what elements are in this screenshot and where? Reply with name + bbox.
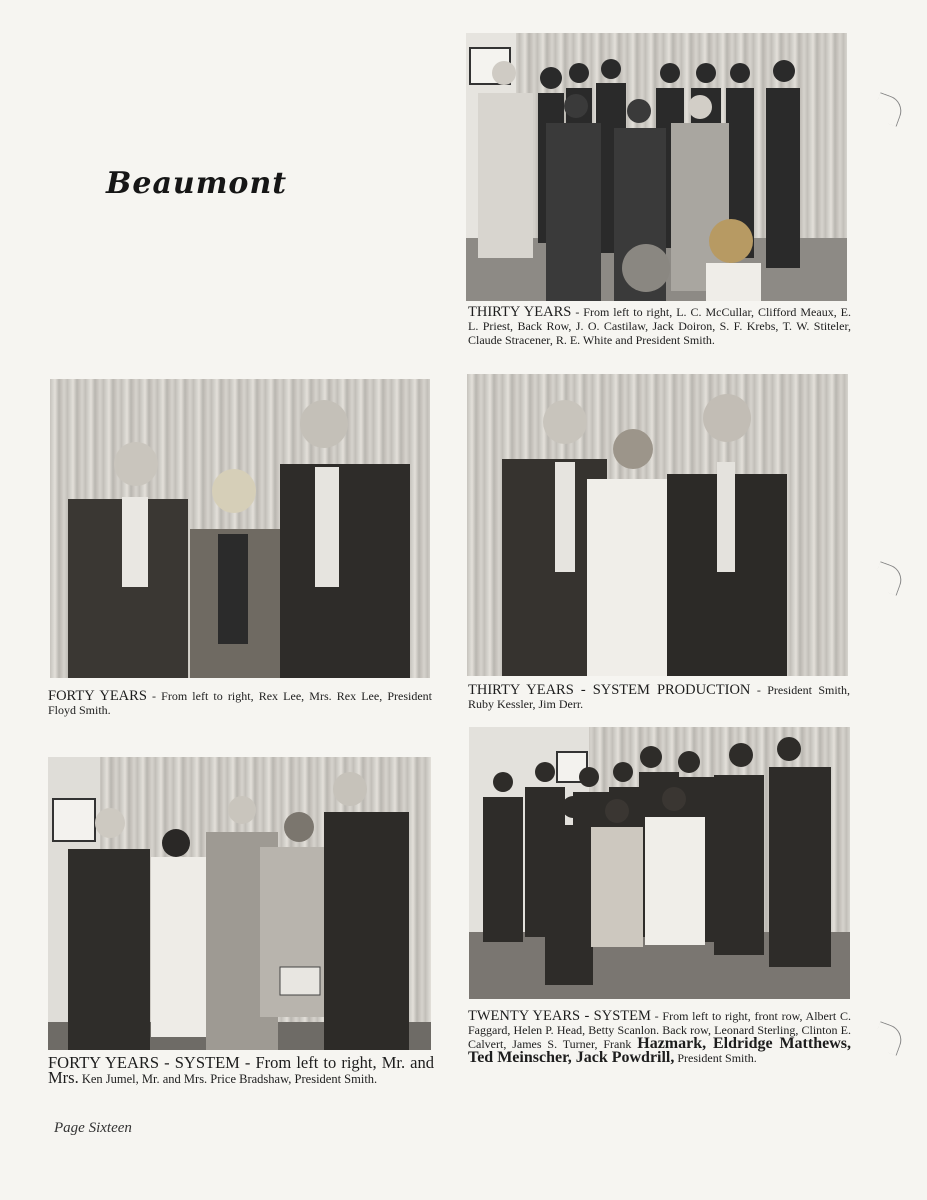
photo-thirty-years xyxy=(466,33,847,301)
caption-lead: THIRTY YEARS xyxy=(468,304,572,320)
caption-body: - From left to right, front row, Albert C. Faggard, Helen P. Head, Betty Scanlon. Back row, Leonard Sterling, Clinton E. Calvert, James S. Turner, Frank xyxy=(468,1009,851,1051)
caption-forty-years-system xyxy=(48,1053,434,1087)
binder-hole xyxy=(871,1021,906,1056)
photo-twenty-years-system xyxy=(469,727,850,999)
caption-body: - From left to right, L. C. McCullar, Clifford Meaux, E. L. Priest, Back Row, J. O. Castilaw, Jack Doiron, S. F. Krebs, T. W. Stiteler, Claude Stracener, R. E. White and President Smith. xyxy=(468,305,852,347)
caption-lead: TWENTY YEARS - SYSTEM xyxy=(468,1008,651,1024)
photo-forty-years-system xyxy=(48,757,431,1050)
caption-thirty-years xyxy=(468,305,851,347)
caption-tail: Hazmark, Eldridge Matthews, Ted Meinscher, Jack Powdrill, xyxy=(468,1035,851,1066)
caption-twenty-years-system xyxy=(468,1009,851,1065)
caption-lead: THIRTY YEARS - SYSTEM PRODUCTION xyxy=(468,682,751,698)
caption-end: President Smith. xyxy=(674,1051,757,1065)
caption-forty-years xyxy=(48,689,432,717)
caption-body: - President Smith, Ruby Kessler, Jim Derr. xyxy=(468,683,850,711)
page-title: Beaumont xyxy=(106,166,288,201)
page-number: Page Sixteen xyxy=(54,1120,132,1136)
photo-thirty-years-system-production xyxy=(467,374,848,676)
caption-body: - From left to right, Rex Lee, Mrs. Rex Lee, President Floyd Smith. xyxy=(48,689,433,717)
photo-forty-years xyxy=(50,379,430,678)
caption-body: Ken Jumel, Mr. and Mrs. Price Bradshaw, President Smith. xyxy=(78,1072,378,1086)
caption-thirty-years-system-production xyxy=(468,683,850,711)
binder-hole xyxy=(871,92,906,127)
binder-hole xyxy=(871,561,906,596)
caption-lead: FORTY YEARS - SYSTEM - From left to right, Mr. and Mrs. xyxy=(48,1053,434,1087)
caption-lead: FORTY YEARS xyxy=(48,688,147,704)
